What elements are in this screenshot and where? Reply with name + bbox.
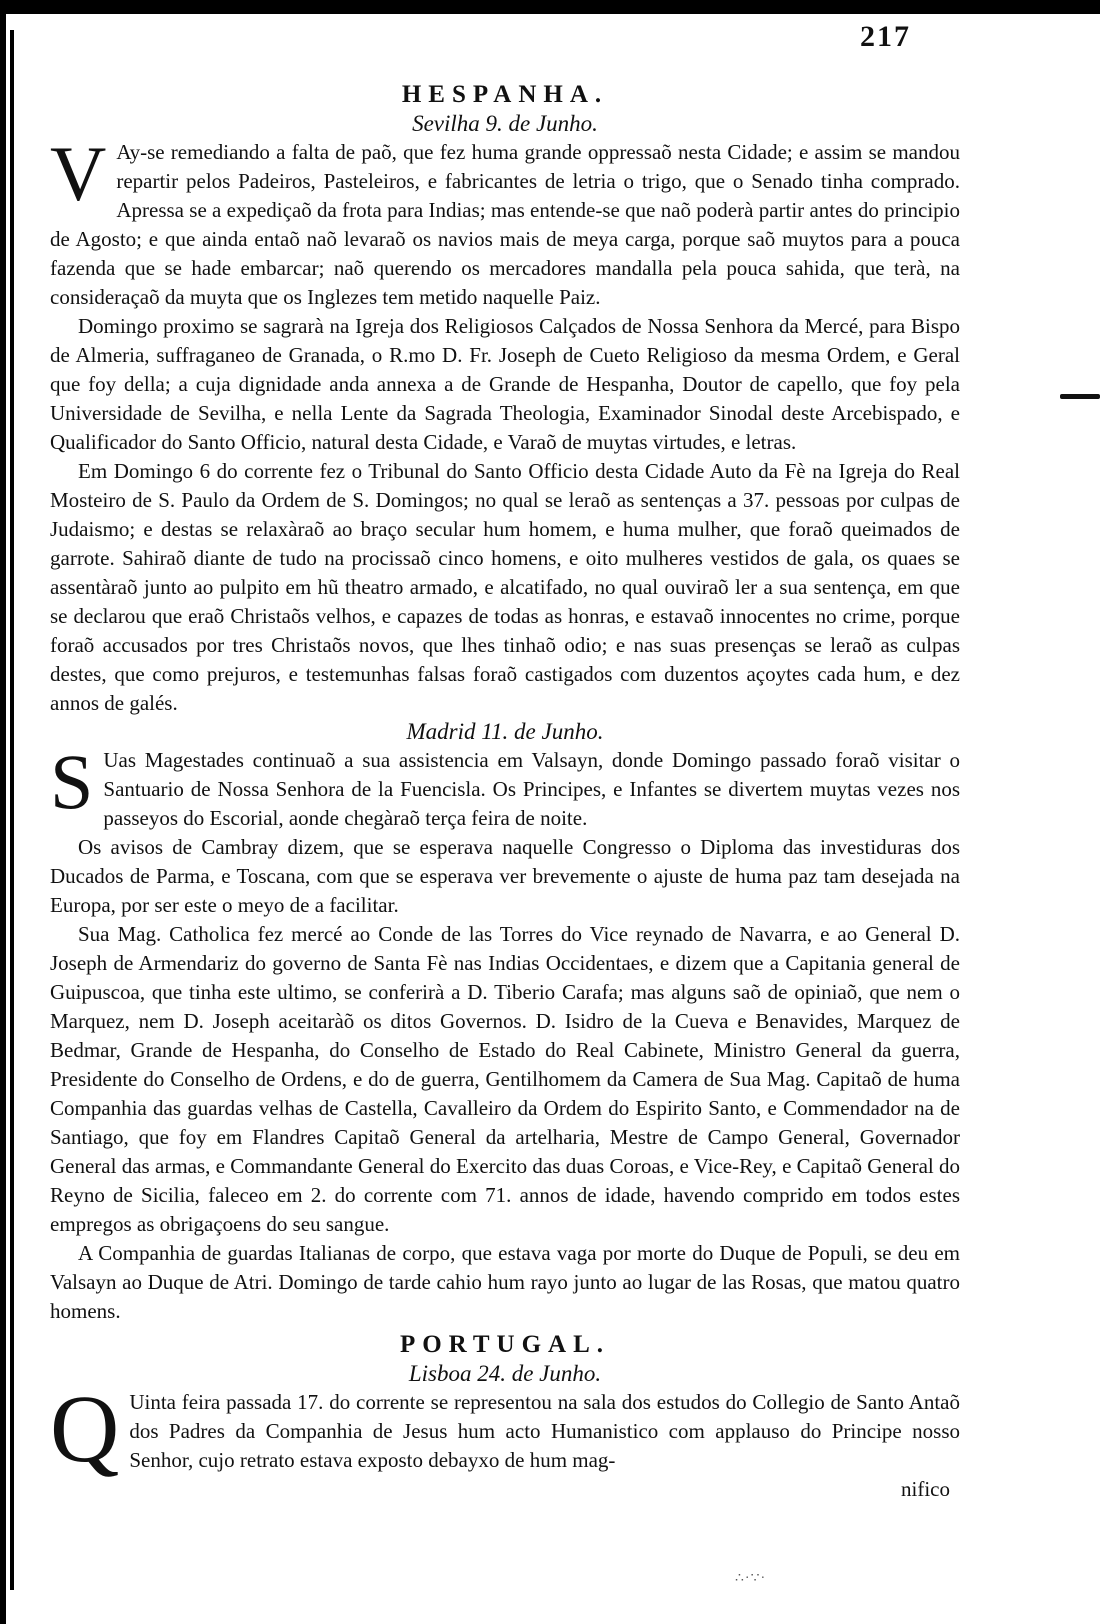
scan-left-border [0, 14, 6, 1624]
section-title-spain: HESPANHA. [401, 81, 609, 108]
article-madrid-cambray: Os avisos de Cambray dizem, que se esperava naquelle Congresso o Diploma das investiduras dos Ducados de Parma, e Toscana, com que se esperava ver brevemente o ajuste de huma paz tam desejada na Europa, por ser este o meyo de a facilitar. [50, 835, 960, 917]
catchword: nifico [901, 1477, 950, 1501]
scan-top-border [0, 0, 1100, 14]
article-madrid-guards: A Companhia de guardas Italianas de corpo, que estava vaga por morte do Duque de Populi, se deu em Valsayn ao Duque de Atri. Domingo de tarde cahio hum rayo junto ao lugar de las Rosas, que matou quatro homens. [50, 1241, 960, 1323]
drop-cap: Q [50, 1375, 120, 1482]
newspaper-page [50, 30, 960, 1503]
drop-cap: S [50, 738, 94, 825]
paragraph-text: Uinta feira passada 17. do corrente se representou na sala dos estudos do Collegio de Santo Antaõ dos Padres da Companhia de Jesus hum acto Humanistico com applauso do Principe nosso Senhor, cujo retrato estava exposto debayxo de hum mag- [129, 1390, 960, 1472]
article-seville-bread [50, 130, 960, 312]
ink-smudge: ∴·∵· [735, 1571, 767, 1586]
paragraph-text: Uas Magestades continuaõ a sua assistencia em Valsayn, donde Domingo passado foraõ visitar o Santuario de Nossa Senhora de la Fuencisla. Os Principes, e Infantes se divertem muytas vezes nos passeyos do Escorial, aonde chegàraõ terça feira de noite. [103, 748, 960, 830]
dateline-seville: Sevilha 9. de Junho. [412, 111, 598, 136]
article-madrid-appointments: Sua Mag. Catholica fez mercé ao Conde de las Torres do Vice reynado de Navarra, e ao General D. Joseph de Armendariz do governo de Santa Fè nas Indias Occidentaes, e dizem que a Capitania general de Guipuscoa, que tinha este ultimo, se conferirà a D. Tiberio Carafa; mas alguns saõ de opiniaõ, que nem o Marquez, nem D. Joseph aceitaràõ os ditos Governos. D. Isidro de la Cueva e Benavides, Marquez de Bedmar, Grande de Hespanha, do Conselho de Estado do Real Cabinete, Ministro General da guerra, Presidente do Conselho de Ordens, e do de guerra, Gentilhomem da Camera de Sua Mag. Capitaõ de huma Companhia das guardas velhas de Castella, Cavalleiro da Ordem do Espirito Santo, e Commendador na de Santiago, que foy em Flandres Capitaõ General da artelharia, Mestre de Campo General, Governador General das armas, e Commandante General do Exercito das duas Coroas, e Vice-Rey, e Capitaõ General do Reyno de Sicilia, faleceo em 2. do corrente com 71. annos de idade, havendo comprido em todos estes empregos as obrigaçoens do seu sangue. [50, 922, 960, 1236]
drop-cap: V [50, 130, 107, 217]
dateline-lisbon: Lisboa 24. de Junho. [408, 1361, 602, 1386]
article-lisbon-college [50, 1375, 960, 1482]
article-seville-bishop: Domingo proximo se sagrarà na Igreja dos Religiosos Calçados de Nossa Senhora da Mercé, para Bispo de Almeria, suffraganeo de Granada, o R.mo D. Fr. Joseph de Cueto Religioso da mesma Ordem, e Geral que foy della; a cuja dignidade anda annexa a de Grande de Hespanha, Doutor de capello, que foy pela Universidade de Sevilha, e nella Lente da Sagrada Theologia, Examinador Sinodal deste Arcebispado, e Qualificador do Santo Officio, natural desta Cidade, e Varaõ de muytas virtudes, e letras. [50, 314, 960, 454]
page-gutter-line [10, 30, 14, 1590]
scan-margin-mark [1060, 394, 1100, 399]
section-title-portugal: PORTUGAL. [399, 1331, 611, 1358]
article-madrid-majesties [50, 738, 960, 833]
page-number: 217 [860, 20, 911, 53]
paragraph-text: Ay-se remediando a falta de paõ, que fez huma grande oppressaõ nesta Cidade; e assim se mandou repartir pelos Padeiros, Pasteleiros, e fabricantes de letria o trigo, que o Senado tinha comprado. Apressa se a expediçaõ da frota para Indias; mas entende-se que naõ poderà partir antes do principio de Agosto; e que ainda entaõ naõ levaraõ os navios mais de meya carga, porque saõ muytos para a pouca fazenda que se hade embarcar; naõ querendo os mercadores mandalla pela pouca sahida, que terà, na consideraçaõ da muyta que os Inglezes tem metido naquelle Paiz. [50, 140, 960, 309]
dateline-madrid: Madrid 11. de Junho. [406, 719, 604, 744]
article-seville-inquisition: Em Domingo 6 do corrente fez o Tribunal do Santo Officio desta Cidade Auto da Fè na Igreja do Real Mosteiro de S. Paulo da Ordem de S. Domingos; no qual se leraõ as sentenças a 37. pessoas por culpas de Judaismo; e destas se relaxàraõ ao braço secular hum homem, e huma mulher, que foraõ queimados de garrote. Sahiraõ diante de tudo na procissaõ cinco homens, e oito mulheres vestidos de gala, os quaes se assentàraõ junto ao pulpito em hũ theatro armado, e alcatifado, no qual ouviraõ ler a sua sentença, em que se declarou que eraõ Christaõs velhos, e capazes de todas as honras, e estavaõ innocentes no crime, porque foraõ accusados por tres Christaõs novos, que lhes tinhaõ odio; e nas suas presenças se leraõ as culpas destes, que como prejuros, e testemunhas falsas foraõ castigados com duzentos açoytes cada hum, e dez annos de galés. [50, 459, 960, 715]
